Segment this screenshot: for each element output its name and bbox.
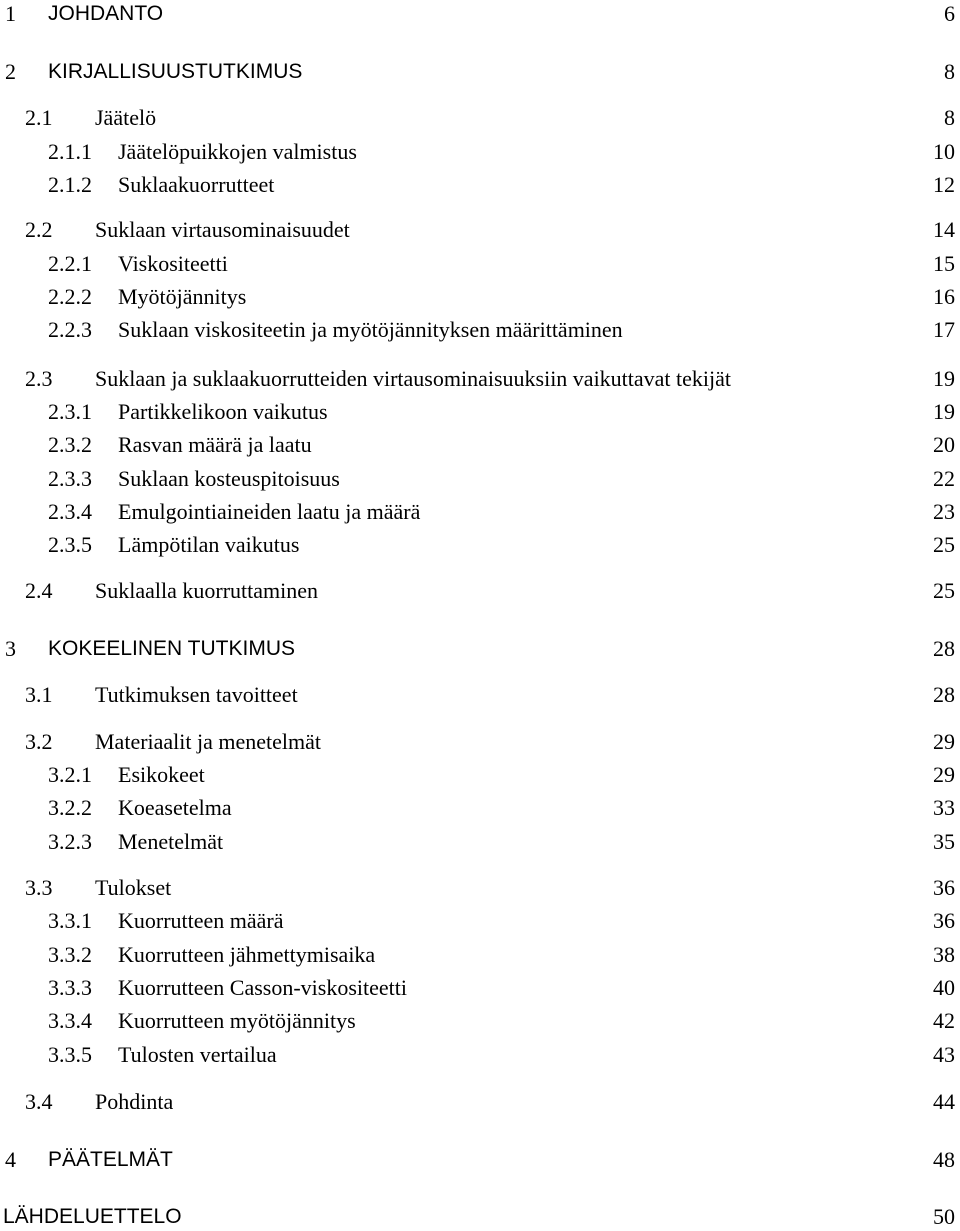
toc-title: Pohdinta	[95, 1089, 174, 1114]
toc-chapter[interactable]	[0, 0, 955, 28]
toc-subsection[interactable]	[0, 138, 955, 166]
toc-title: Kuorrutteen myötöjännitys	[118, 1008, 356, 1033]
toc-section[interactable]	[0, 216, 955, 244]
toc-page: 28	[933, 636, 955, 661]
toc-page: 38	[933, 942, 955, 967]
toc-subsection[interactable]	[0, 283, 955, 311]
toc-page: 48	[933, 1147, 955, 1172]
toc-title: Suklaan viskositeetin ja myötöjännityksen määrittäminen	[118, 317, 623, 342]
toc-subsection[interactable]	[0, 794, 955, 822]
toc-number: 2.3.4	[48, 499, 92, 524]
toc-title: Suklaan virtausominaisuudet	[95, 217, 350, 242]
toc-title: Suklaalla kuorruttaminen	[95, 578, 318, 603]
toc-subsection[interactable]	[0, 761, 955, 789]
toc-page: 25	[933, 532, 955, 557]
toc-page: 16	[933, 284, 955, 309]
toc-title: Lämpötilan vaikutus	[118, 532, 300, 557]
toc-subsection[interactable]	[0, 828, 955, 856]
toc-title: Kuorrutteen jähmettymisaika	[118, 942, 376, 967]
toc-subsection[interactable]	[0, 171, 955, 199]
toc-title: Emulgointiaineiden laatu ja määrä	[118, 499, 421, 524]
toc-subsection[interactable]	[0, 465, 955, 493]
toc-number: 2.3.1	[48, 399, 92, 424]
toc-subsection[interactable]	[0, 941, 955, 969]
toc-title: Jäätelöpuikkojen valmistus	[118, 139, 357, 164]
toc-number: 2.2	[25, 217, 53, 242]
toc-title: PÄÄTELMÄT	[48, 1148, 173, 1171]
toc-page: 35	[933, 829, 955, 854]
toc-title: Suklaakuorrutteet	[118, 172, 275, 197]
toc-section[interactable]	[0, 104, 955, 132]
toc-number: 2.2.3	[48, 317, 92, 342]
toc-number: 3.3.3	[48, 975, 92, 1000]
toc-number: 2.3.5	[48, 532, 92, 557]
toc-title: JOHDANTO	[48, 2, 164, 25]
toc-number: 2.2.1	[48, 251, 92, 276]
toc-page: 8	[944, 59, 955, 84]
toc-number: 2.3.2	[48, 432, 92, 457]
toc-title: Kuorrutteen Casson-viskositeetti	[118, 975, 408, 1000]
toc-section[interactable]	[0, 874, 955, 902]
toc-number: 2.1.2	[48, 172, 92, 197]
toc-chapter[interactable]	[0, 1203, 955, 1231]
toc-subsection[interactable]	[0, 1007, 955, 1035]
toc-page: 6	[944, 1, 955, 26]
toc-chapter[interactable]	[0, 635, 955, 663]
toc-title: Myötöjännitys	[118, 284, 247, 309]
toc-number: 1	[5, 1, 16, 26]
toc-number: 3.3.2	[48, 942, 92, 967]
toc-subsection[interactable]	[0, 250, 955, 278]
toc-number: 3	[5, 636, 16, 661]
toc-number: 3.2	[25, 729, 53, 754]
toc-page: 44	[933, 1089, 955, 1114]
toc-number: 3.3.5	[48, 1042, 92, 1067]
toc-page: 8	[944, 105, 955, 130]
toc-subsection[interactable]	[0, 431, 955, 459]
toc-number: 3.3	[25, 875, 53, 900]
toc-title: Viskositeetti	[118, 251, 228, 276]
toc-title: LÄHDELUETTELO	[3, 1205, 182, 1228]
toc-chapter[interactable]	[0, 1146, 955, 1174]
toc-number: 3.3.4	[48, 1008, 92, 1033]
toc-number: 2.3.3	[48, 466, 92, 491]
toc-page: 25	[933, 578, 955, 603]
toc-page: 19	[933, 366, 955, 391]
toc-title: Tulosten vertailua	[118, 1042, 277, 1067]
toc-page: 23	[933, 499, 955, 524]
toc-page: 36	[933, 875, 955, 900]
toc-subsection[interactable]	[0, 398, 955, 426]
toc-number: 2	[5, 59, 16, 84]
toc-title: Suklaan ja suklaakuorrutteiden virtausominaisuuksiin vaikuttavat tekijät	[95, 366, 732, 391]
toc-title: Tulokset	[95, 875, 172, 900]
toc-section[interactable]	[0, 577, 955, 605]
toc-number: 3.1	[25, 682, 53, 707]
toc-page: 43	[933, 1042, 955, 1067]
toc-title: Partikkelikoon vaikutus	[118, 399, 328, 424]
toc-page: 29	[933, 729, 955, 754]
toc-title: KOKEELINEN TUTKIMUS	[48, 637, 295, 660]
toc-page: 50	[933, 1204, 955, 1229]
toc-page: 22	[933, 466, 955, 491]
toc-number: 2.3	[25, 366, 53, 391]
toc-page: 17	[933, 317, 955, 342]
toc-title: Materiaalit ja menetelmät	[95, 729, 322, 754]
toc-number: 2.2.2	[48, 284, 92, 309]
toc-title: Suklaan kosteuspitoisuus	[118, 466, 340, 491]
toc-page: 29	[933, 762, 955, 787]
toc-page: 33	[933, 795, 955, 820]
toc-title: Tutkimuksen tavoitteet	[95, 682, 298, 707]
toc-number: 4	[5, 1147, 16, 1172]
toc-page: 15	[933, 251, 955, 276]
toc-page: 36	[933, 908, 955, 933]
toc-page: 40	[933, 975, 955, 1000]
toc-section[interactable]	[0, 365, 955, 393]
toc-subsection[interactable]	[0, 531, 955, 559]
toc-page: 14	[933, 217, 955, 242]
toc-subsection[interactable]	[0, 907, 955, 935]
toc-title: Rasvan määrä ja laatu	[118, 432, 312, 457]
toc-page: 10	[933, 139, 955, 164]
toc-title: KIRJALLISUUSTUTKIMUS	[48, 60, 303, 83]
toc-subsection[interactable]	[0, 316, 955, 344]
toc-section[interactable]	[0, 1088, 955, 1116]
toc-number: 3.2.3	[48, 829, 92, 854]
toc-page: 20	[933, 432, 955, 457]
toc-page: 12	[933, 172, 955, 197]
toc-title: Kuorrutteen määrä	[118, 908, 284, 933]
toc-number: 3.2.1	[48, 762, 92, 787]
toc-subsection[interactable]	[0, 1041, 955, 1069]
toc-title: Jäätelö	[95, 105, 157, 130]
toc-number: 2.1.1	[48, 139, 92, 164]
toc-number: 2.1	[25, 105, 53, 130]
toc-number: 3.2.2	[48, 795, 92, 820]
toc-title: Esikokeet	[118, 762, 205, 787]
toc-page: 19	[933, 399, 955, 424]
toc-chapter[interactable]	[0, 58, 955, 86]
toc-title: Menetelmät	[118, 829, 224, 854]
toc-subsection[interactable]	[0, 498, 955, 526]
toc-subsection[interactable]	[0, 974, 955, 1002]
toc-page: 28	[933, 682, 955, 707]
toc-page: 42	[933, 1008, 955, 1033]
toc-number: 3.3.1	[48, 908, 92, 933]
toc-section[interactable]	[0, 728, 955, 756]
toc-title: Koeasetelma	[118, 795, 232, 820]
toc-number: 2.4	[25, 578, 53, 603]
toc-number: 3.4	[25, 1089, 53, 1114]
toc-section[interactable]	[0, 681, 955, 709]
